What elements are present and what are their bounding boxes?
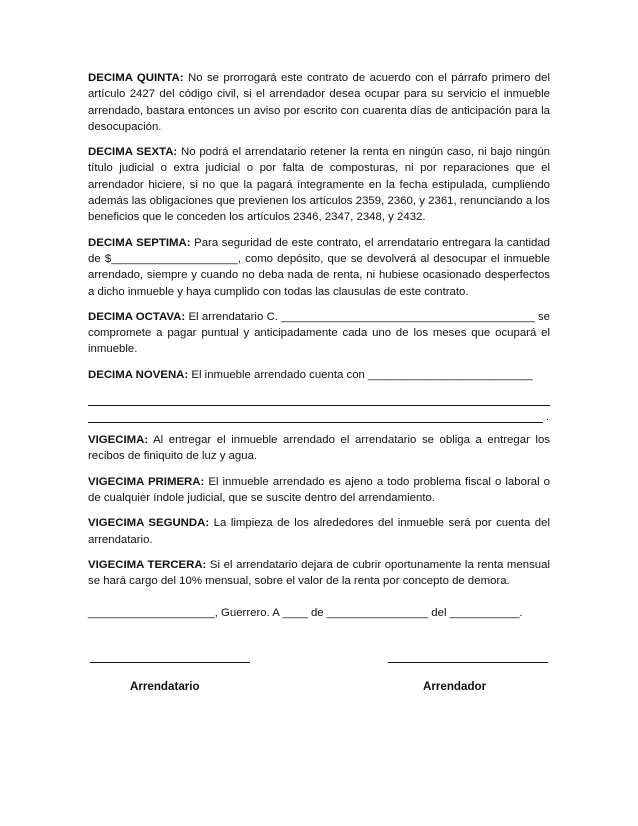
clause-text: No podrá el arrendatario retener la renta en ningún caso, ni bajo ningún título judicial o extra judicial o por falta de composturas, ni por reparaciones que el arrendador hiciere, si no que la pagará íntegramente en la fecha estipulada, cumpliendo además las obligaciones que previenen los artículos 2359, 2360, y 2361, renunciando a los beneficios que le conceden los artículos 2346, 2347, 2348, y 2432. <box>88 146 551 224</box>
clause-text: Si el arrendatario dejara de cubrir oportunamente la renta mensual se hará cargo del 10% mensual, sobre el valor de la renta por concepto de demora. <box>88 558 550 588</box>
clause-heading: DECIMA SEXTA: <box>88 146 178 159</box>
clause-heading: DECIMA SEPTIMA: <box>88 236 191 249</box>
clause-heading: DECIMA NOVENA: <box>88 368 189 381</box>
clause-text: El arrendatario C. ________________________________________ se compromete a pagar puntual y anticipadamente cada uno de los meses que ocupará el inmueble. <box>88 310 550 356</box>
clause-text: No se prorrogará este contrato de acuerdo con el párrafo primero del artículo 2427 del código civil, si el arrendador desea ocupar para su servicio el inmueble arrendado, bastara entonces un aviso por escrito con cuarenta días de anticipación para la desocupación. <box>88 72 551 133</box>
signature-line-arrendador <box>388 662 548 663</box>
clause-vigecima-segunda <box>88 515 550 548</box>
clause-text: Al entregar el inmueble arrendado el arrendatario se obliga a entregar los recibos de finiquito de luz y agua. <box>88 434 550 463</box>
clause-decima-octava <box>88 309 550 358</box>
clause-heading: VIGECIMA SEGUNDA: <box>88 517 210 530</box>
blank-lines <box>88 393 550 423</box>
clause-vigecima-primera <box>88 474 550 507</box>
clause-text: El inmueble arrendado es ajeno a todo problema fiscal o laboral o de cualquier índole judicial, que se suscite dentro del arrendamiento. <box>88 475 550 504</box>
signature-label-arrendatario: Arrendatario <box>130 680 200 693</box>
signature-row <box>88 652 550 702</box>
signature-label-arrendador: Arrendador <box>423 680 487 693</box>
signature-line-arrendatario <box>90 662 250 663</box>
clause-text: El inmueble arrendado cuenta con __________________________ <box>188 368 533 381</box>
clause-vigecima <box>88 432 550 465</box>
clause-vigecima-tercera <box>88 557 550 590</box>
contract-body <box>88 70 550 622</box>
clause-decima-novena <box>88 367 550 383</box>
clause-decima-sexta <box>88 144 550 225</box>
clause-heading: VIGECIMA: <box>88 434 149 447</box>
clause-decima-septima <box>88 235 550 300</box>
clause-heading: VIGECIMA PRIMERA: <box>88 475 205 488</box>
clause-text: Para seguridad de este contrato, el arrendatario entregara la cantidad de $____________________, como depósito, que se devolverá al desocupar el inmueble arrendado, siempre y cuando no deba nada de renta, ni hubiese ocasionado desperfectos a dicho inmueble y haya cumplido con todas las clausulas de este contrato. <box>88 236 550 298</box>
clause-heading: DECIMA OCTAVA: <box>88 310 186 323</box>
clause-text: La limpieza de los alrededores del inmueble será por cuenta del arrendatario. <box>88 517 550 546</box>
clause-heading: VIGECIMA TERCERA: <box>88 558 207 571</box>
blank-line <box>88 393 550 406</box>
clause-heading: DECIMA QUINTA: <box>88 72 184 84</box>
blank-line <box>88 410 549 423</box>
place-date-line: ____________________, Guerrero. A ____ de ________________ del ___________. <box>88 607 523 620</box>
clause-decima-quinta <box>88 70 550 135</box>
blank-line-period: . <box>545 410 549 423</box>
